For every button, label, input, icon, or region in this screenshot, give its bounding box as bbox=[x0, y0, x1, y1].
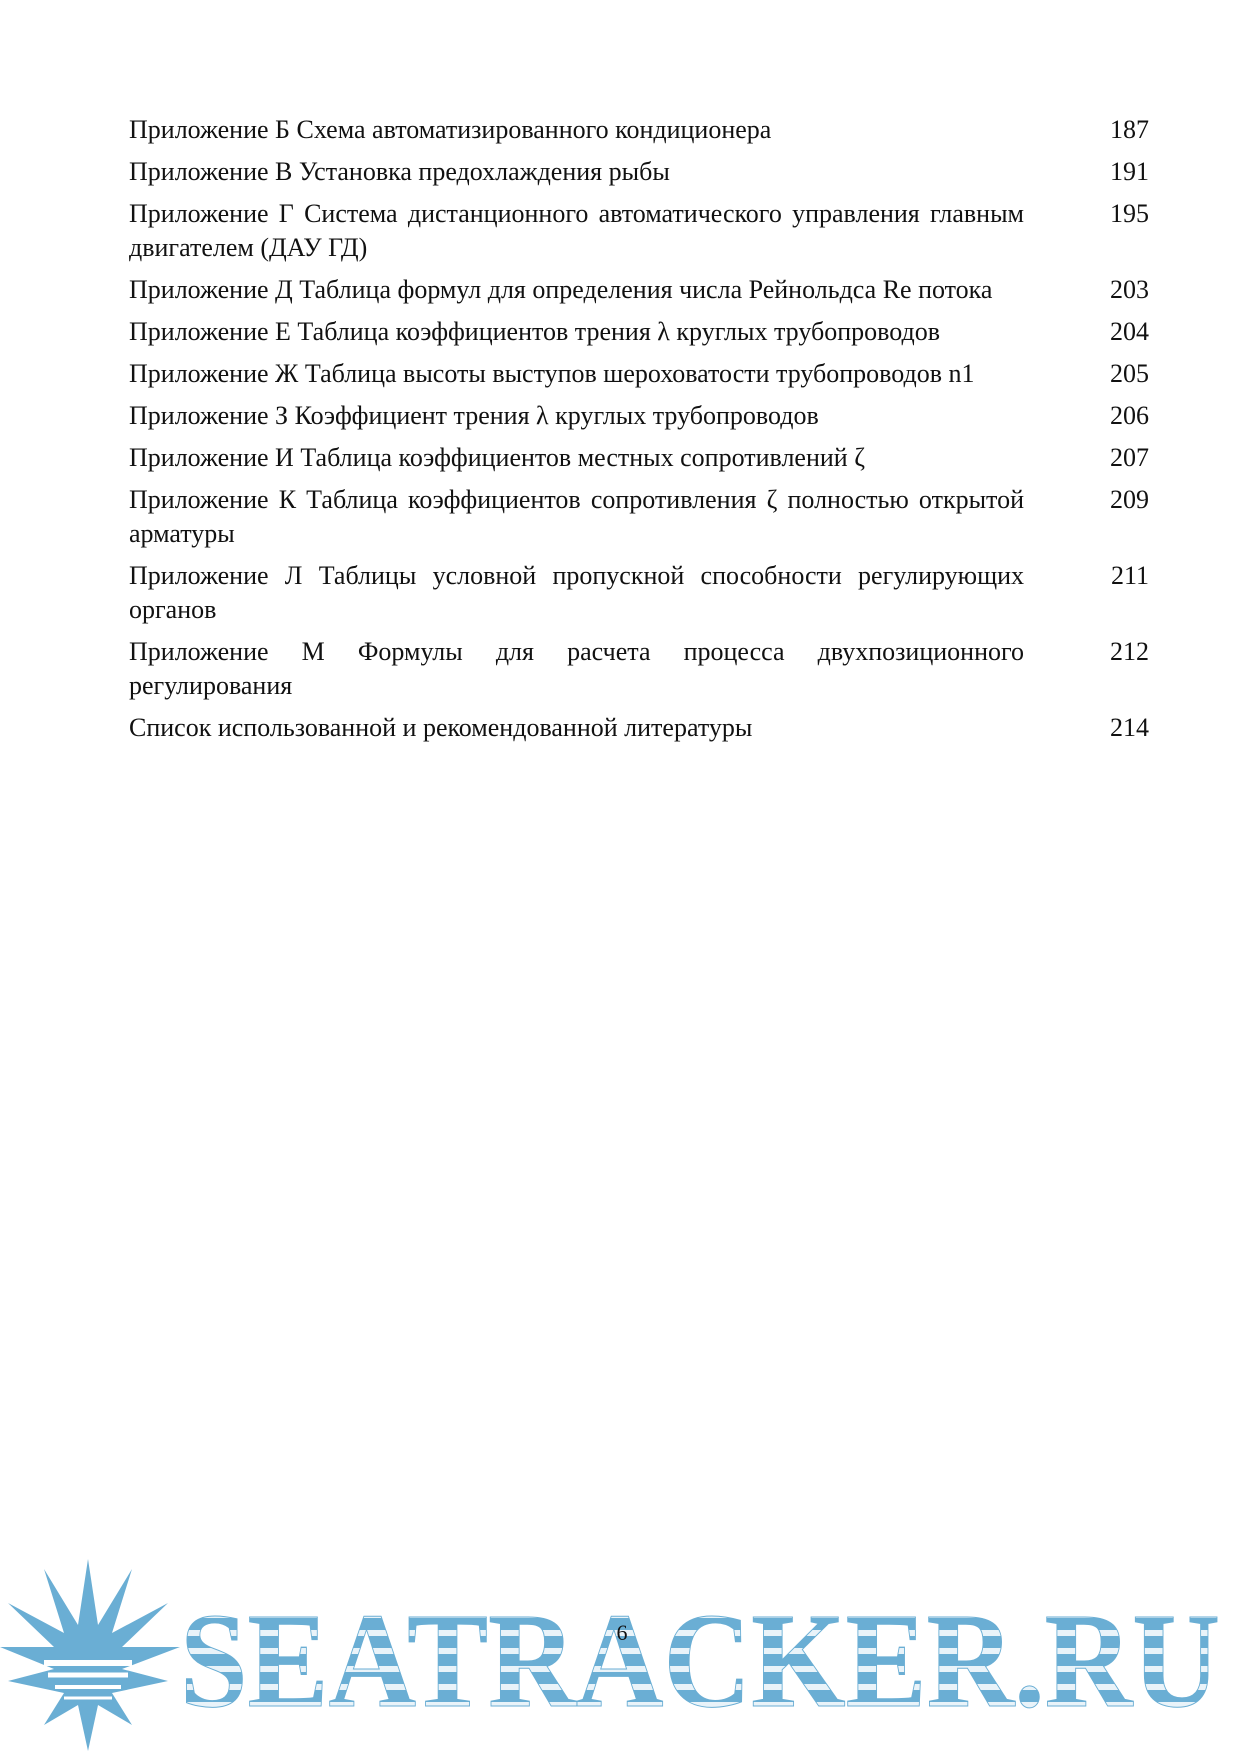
table-of-contents bbox=[129, 113, 1149, 745]
toc-entry-page: 209 bbox=[1110, 485, 1149, 514]
toc-entry-page: 204 bbox=[1110, 317, 1149, 346]
toc-entry-title: Приложение Л Таблицы условной пропускной способности регулирующих органов bbox=[129, 561, 1024, 624]
seatracker-logo-text bbox=[180, 1600, 1220, 1720]
toc-entry-page: 187 bbox=[1110, 115, 1149, 144]
toc-entry bbox=[129, 273, 1149, 307]
toc-entry bbox=[129, 113, 1149, 147]
seatracker-watermark-label: SEATRACKER.RU bbox=[180, 1600, 1220, 1720]
toc-entry bbox=[129, 441, 1149, 475]
page-number: 6 bbox=[616, 1620, 628, 1645]
toc-entry-title: Приложение Г Система дистанционного автоматического управления главным двигателем (ДАУ ГД) bbox=[129, 199, 1024, 262]
toc-entry bbox=[129, 711, 1149, 745]
toc-entry bbox=[129, 197, 1149, 265]
toc-entry-page: 214 bbox=[1110, 713, 1149, 742]
toc-entry bbox=[129, 315, 1149, 349]
toc-entry bbox=[129, 483, 1149, 551]
toc-entry-title: Приложение М Формулы для расчета процесса двухпозиционного регулирования bbox=[129, 637, 1024, 700]
toc-entry bbox=[129, 399, 1149, 433]
toc-entry-title: Приложение В Установка предохлаждения рыбы bbox=[129, 157, 670, 186]
toc-entry-title: Приложение И Таблица коэффициентов местных сопротивлений ζ bbox=[129, 443, 865, 472]
toc-entry-title: Список использованной и рекомендованной литературы bbox=[129, 713, 753, 742]
toc-entry-title: Приложение Б Схема автоматизированного кондиционера bbox=[129, 115, 772, 144]
toc-entry-title: Приложение Ж Таблица высоты выступов шероховатости трубопроводов n1 bbox=[129, 359, 975, 388]
toc-entry-page: 195 bbox=[1110, 199, 1149, 228]
toc-entry-page: 203 bbox=[1110, 275, 1149, 304]
toc-entry-page: 211 bbox=[1110, 561, 1149, 590]
toc-entry-title: Приложение Е Таблица коэффициентов трения λ круглых трубопроводов bbox=[129, 317, 940, 346]
toc-entry bbox=[129, 559, 1149, 627]
toc-entry-page: 191 bbox=[1110, 157, 1149, 186]
toc-entry-title: Приложение К Таблица коэффициентов сопротивления ζ полностью открытой арматуры bbox=[129, 485, 1024, 548]
toc-entry-page: 207 bbox=[1110, 443, 1149, 472]
toc-entry bbox=[129, 635, 1149, 703]
toc-entry bbox=[129, 155, 1149, 189]
toc-entry bbox=[129, 357, 1149, 391]
toc-entry-page: 212 bbox=[1110, 637, 1149, 666]
sun-icon bbox=[0, 1559, 180, 1751]
toc-entry-title: Приложение З Коэффициент трения λ круглых трубопроводов bbox=[129, 401, 819, 430]
toc-entry-page: 206 bbox=[1110, 401, 1149, 430]
toc-entry-title: Приложение Д Таблица формул для определения числа Рейнольдса Re потока bbox=[129, 275, 993, 304]
toc-entry-page: 205 bbox=[1110, 359, 1149, 388]
